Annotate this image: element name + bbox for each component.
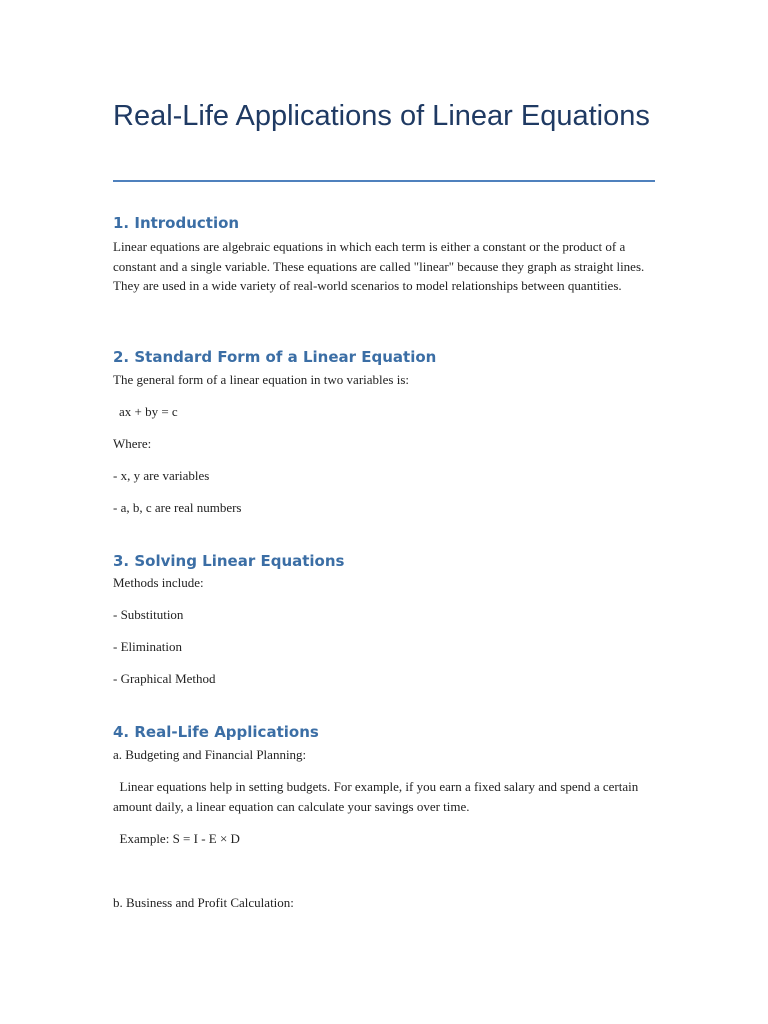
standard-form-equation: ax + by = c [119, 404, 178, 419]
document-title: Real-Life Applications of Linear Equations [113, 100, 650, 132]
section-heading-standard-form: 2. Standard Form of a Linear Equation [113, 348, 437, 366]
business-title: b. Business and Profit Calculation: [113, 895, 294, 910]
introduction-paragraph: Linear equations are algebraic equations in which each term is either a constant or the product of a constant and a single variable. These equations are called "linear" because they graph as straight lines. They are used in a wide variety of real-world scenarios to model relationships between quantities. [113, 239, 645, 293]
budgeting-title: a. Budgeting and Financial Planning: [113, 747, 307, 762]
section-heading-applications: 4. Real-Life Applications [113, 723, 319, 741]
budgeting-paragraph: Linear equations help in setting budgets. For example, if you earn a fixed salary and spend a certain amount daily, a linear equation can calculate your savings over time. [113, 779, 642, 814]
title-underline [113, 180, 655, 182]
method-elimination: - Elimination [113, 639, 182, 654]
method-substitution: - Substitution [113, 607, 184, 622]
where-label: Where: [113, 436, 152, 451]
methods-intro: Methods include: [113, 575, 204, 590]
method-graphical: - Graphical Method [113, 671, 216, 686]
variables-note: - x, y are variables [113, 468, 210, 483]
section-heading-solving: 3. Solving Linear Equations [113, 552, 345, 570]
budgeting-example: Example: S = I - E × D [113, 831, 240, 846]
standard-form-intro: The general form of a linear equation in two variables is: [113, 372, 410, 387]
constants-note: - a, b, c are real numbers [113, 500, 242, 515]
section-heading-introduction: 1. Introduction [113, 214, 240, 232]
